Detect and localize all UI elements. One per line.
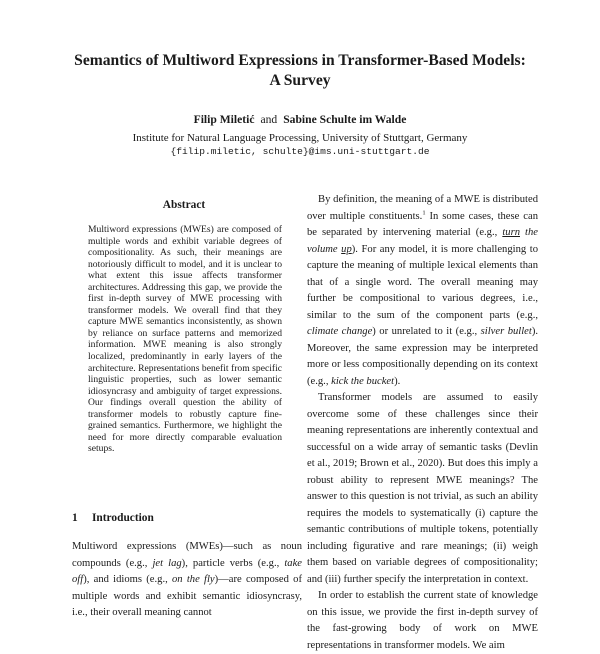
body-paragraph: In order to establish the current state of knowledge on this issue, we provide the first in-depth survey of the fast-growing body of work on MWE representations in transformer models. We aim (307, 590, 538, 651)
text-run: ) or unrelated to it (e.g., (372, 326, 481, 337)
body-paragraph (307, 192, 538, 390)
authors (60, 113, 540, 127)
section-heading-introduction (72, 511, 302, 525)
example-term: kick the bucket (331, 375, 395, 387)
text-run: ). Moreover, the same expression may be interpreted more or less compositionally depending on its context (e.g., (307, 326, 539, 387)
author-name: Sabine Schulte im Walde (283, 113, 407, 126)
example-term: take off (72, 557, 302, 585)
author-name: Filip Miletić (193, 113, 255, 126)
example-term: silver bullet (480, 326, 532, 337)
section-number: 1 (72, 512, 78, 524)
text-run: ), and idioms (e.g., (83, 574, 172, 585)
section-title: Introduction (92, 512, 154, 524)
abstract-heading: Abstract (162, 199, 206, 211)
example-term: up (341, 243, 352, 255)
example-term: climate change (307, 326, 373, 337)
affiliation: Institute for Natural Language Processing, University of Stuttgart, Germany (132, 132, 468, 144)
example-term: jet lag (152, 557, 182, 569)
example-term: the volume (307, 227, 538, 255)
paper-title-line-1: Semantics of Multiword Expressions in Transformer-Based Models: (74, 52, 526, 69)
example-term: on the fly (172, 574, 215, 585)
text-run: By definition, the meaning of a MWE is distributed over multiple constituents. (307, 194, 538, 222)
author-emails: {filip.miletic, schulte}@ims.uni-stuttgart.de (170, 146, 430, 157)
abstract-text: Multiword expressions (MWEs) are composed of multiple words and exhibit variable degrees of compositionality. As such, their meanings are notoriously difficult to model, and it is unclear to what extent this issue affects transformer architectures. Addressing this gap, we provide the first in-depth survey of MWE processing with transformer models. We overall find that they capture MWE semantics inconsistently, as shown by reliance on surface patterns and memorized information. MWE meaning is also strongly localized, predominantly in early layers of the architecture. Representations benefit from specific linguistic properties, such as lower semantic idiosyncrasy and ambiguity of target expressions. Our findings overall question the ability of transformer models to robustly capture fine-grained semantics. Furthermore, we highlight the need for more directly comparable evaluation setups. (88, 224, 282, 455)
right-column (307, 192, 538, 654)
body-paragraph: Transformer models are assumed to easily overcome some of these challenges since their meaning representations are inherently contextual and successful on a wide array of semantic tasks (Devlin et al., 2019; Brown et al., 2020). But does this imply a robust ability to represent MWE meanings? The answer to this question is not trivial, as such an ability requires the models to systematically (i) capture the semantic contributions of multiple tokens, potentially including figurative and rare meanings; (ii) weigh them based on variable degrees of compositionality; and (iii) further specify the interpretation in context. (307, 392, 538, 585)
text-run: Multiword expressions (MWEs)—such as noun compounds (e.g., (72, 541, 302, 569)
text-run: In some cases, these can be separated by intervening material (e.g., (307, 210, 538, 238)
example-term: turn (502, 227, 520, 238)
intro-paragraph (72, 539, 302, 622)
text-run: ). For any model, it is more challenging to capture the meaning of multiple lexical elements than that of a single word. The overall meaning may further be compositional to various degrees, i.e., similar to the sum of the component parts (e.g., (307, 243, 538, 321)
text-run: ), particle verbs (e.g., (181, 557, 285, 569)
author-separator: and (260, 113, 278, 126)
text-run: ). (394, 375, 401, 387)
footnote-marker[interactable]: 1 (422, 208, 426, 216)
paper-title-line-2: A Survey (269, 72, 331, 89)
text-run: )—are composed of multiple words and exhibit semantic idiosyncrasy, i.e., their overall meaning cannot (72, 574, 302, 618)
